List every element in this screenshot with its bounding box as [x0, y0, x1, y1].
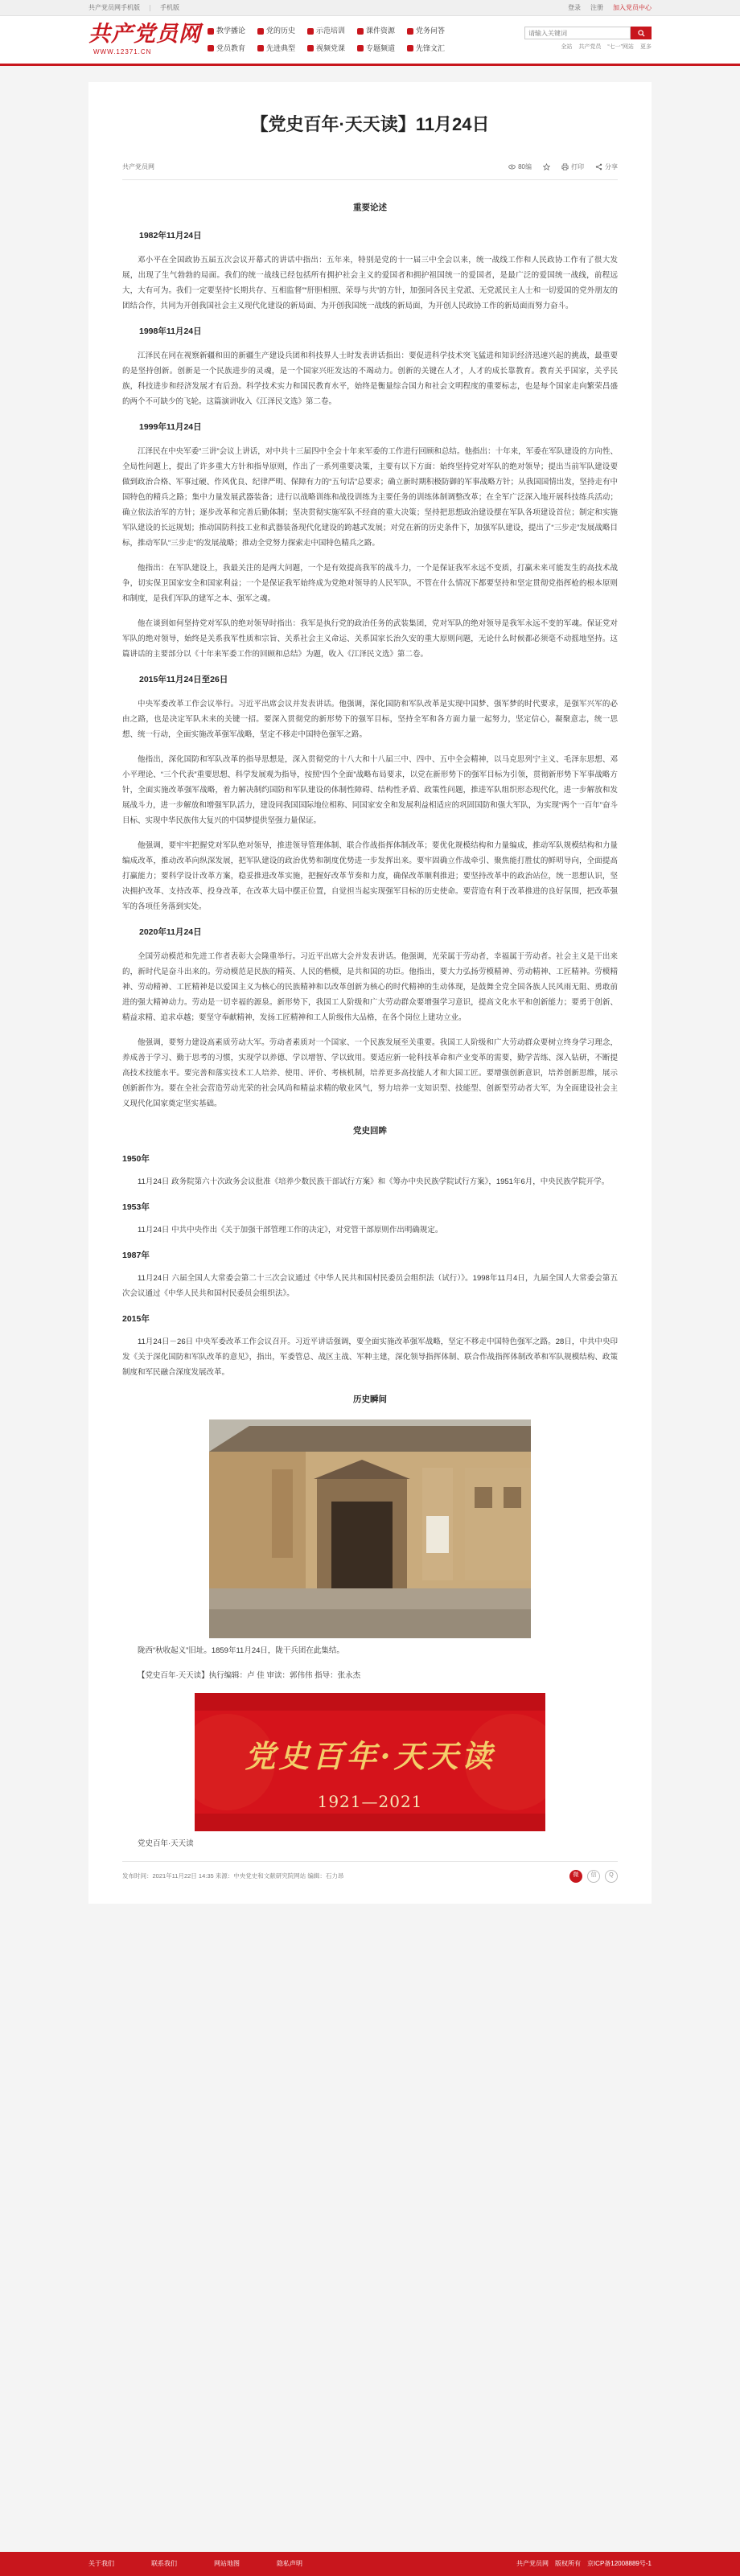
paragraph: 他指出，深化国防和军队改革的指导思想是，深入贯彻党的十八大和十八届三中、四中、五中全会精神，以马克思列宁主义、毛泽东思想、邓小平理论、“三个代表”重要思想、科学发展观为指导，按照“四个全面”战略布局要求，以党在新形势下的强军目标为引领，贯彻新形势下军事战略方针，全面实施改革强军战略，着力解决制约国防和军队建设的体制性障碍、结构性矛盾、政策性问题，推进军队组织形态现代化，进一步解放和发展战斗力，进一步解放和增强军队活力，建设同我国国际地位相称、同国家安全和发展利益相适应的巩固国防和强大军队，为实现“两个一百年”奋斗目标、实现中华民族伟大复兴的中国梦提供坚强力量保证。 — [122, 754, 618, 825]
series-banner — [195, 1693, 545, 1831]
nav-item-education[interactable]: 党员教育 — [208, 43, 257, 55]
publish-info: 发布时间：2021年11月22日 14:35 来源：中央党史和文献研究院网站 编辑：石力昂 — [122, 1871, 344, 1880]
historical-photo — [209, 1419, 531, 1638]
login-link[interactable]: 登录 — [568, 4, 581, 11]
topbar-mobile-site-link[interactable]: 共产党员网手机版 — [88, 4, 140, 11]
banner-caption: 党史百年·天天读 — [138, 1839, 194, 1848]
article-title: 【党史百年·天天读】11月24日 — [250, 114, 490, 134]
search-scope-more[interactable]: 更多 — [640, 44, 652, 51]
topbar-mobile-link[interactable]: 手机版 — [160, 4, 179, 11]
section-heading-photo: 历史瞬间 — [353, 1394, 387, 1404]
date-heading: 2020年11月24日 — [139, 926, 202, 937]
date-heading: 1999年11月24日 — [139, 421, 202, 432]
nav-item-culture[interactable]: 先锋文汇 — [407, 43, 457, 55]
banner-years: 1921—2021 — [317, 1791, 423, 1811]
footer-sitemap-link[interactable]: 网站地图 — [214, 2560, 240, 2567]
share-qq-icon[interactable]: Q — [605, 1870, 618, 1883]
nav-bullet-icon — [307, 28, 314, 35]
editor-credit: 【党史百年·天天读】执行编辑：卢 佳 审读：郭伟伟 指导：张永杰 — [138, 1670, 361, 1680]
member-center-link[interactable]: 加入党员中心 — [613, 4, 652, 11]
nav-item-models[interactable]: 先进典型 — [257, 43, 307, 55]
site-footer — [0, 2552, 740, 2576]
article-bottom-meta — [122, 1861, 618, 1883]
article-source: 共产党员网 — [122, 162, 154, 171]
paragraph: 江泽民在同在视察新疆和田的新疆生产建设兵团和科技界人士时发表讲话指出：要促进科学技术突飞猛进和知识经济迅速兴起的挑战，最重要的是坚持创新。创新是一个民族进步的灵魂，是一个国家兴旺发达的不竭动力。创新的关键在人才，人才的成长靠教育。教育关乎国家，关乎民族，科技进步和经济发展才有后劲。科学技术实力和国民教育水平，始终是衡量综合国力和社会文明程度的重要标志，也是每个国家走向繁荣昌盛的两个不可缺少的飞轮。这篇演讲收入《江泽民文选》第二卷。 — [122, 351, 618, 406]
search-scope-all[interactable]: 全站 — [561, 44, 573, 51]
paragraph: 江泽民在中央军委“三讲”会议上讲话，对中共十三届四中全会十年来军委的工作进行回顾和总结。他指出：十年来，军委在军队建设的方向性、全局性问题上，提出了许多重大方针和指导原则，作出了一系列重要决策，主要有以下方面：始终坚持党对军队的绝对领导；提出当前军队建设要做到政治合格、军事过硬、作风优良、纪律严明、保障有力的“五句话”总要求；确立新时期积极防御的军事战略方针；从我国国情出发，坚持走有中国特色的精兵之路；集中力量发展武器装备；进行以战略训练和战役训练为主要任务的训练体制调整改革；在全军广泛深入地开展科技练兵活动；确立依法治军的方针；逐步改革和完善后勤体制；坚决贯彻实施军队不经商的重大决策；坚持把思想政治建设摆在军队各项建设首位；制定和实施军队建设的长远规划；推动国防科技工业和武器装备现代化建设的跨越式发展；对党在新的历史条件下，加强军队建设，提出了“三步走”发展战略目标，推动军队“三步走”的发展战略；推动全党努力探索走中国特色精兵之路。 — [122, 446, 618, 548]
section-heading-history: 党史回眸 — [353, 1125, 387, 1136]
eye-icon — [508, 163, 516, 171]
paragraph: 他在谈到如何坚持党对军队的绝对领导时指出：我军是执行党的政治任务的武装集团，党对军队的绝对领导是我军永远不变的军魂。保证党对军队的绝对领导，始终是关系我军性质和宗旨、关系社会主义命运、关系国家长治久安的重大原则问题，无论什么时候都必须毫不动摇地坚持。这篇讲话的主要部分以《十年来军委工作的回顾和总结》为题，收入《江泽民文选》第二卷。 — [122, 618, 618, 659]
share-button[interactable]: 分享 — [595, 162, 618, 173]
nav-bullet-icon — [357, 45, 364, 51]
search-scope-members[interactable]: 共产党员 — [578, 44, 602, 51]
paragraph: 全国劳动模范和先进工作者表彰大会隆重举行。习近平出席大会并发表讲话。他强调，光荣属于劳动者，幸福属于劳动者。社会主义是干出来的，新时代是奋斗出来的。劳动模范是民族的精英、人民的楷模，是共和国的功臣。他指出，要大力弘扬劳模精神、劳动精神、工匠精神。劳模精神、劳动精神、工匠精神是以爱国主义为核心的民族精神和以改革创新为核心的时代精神的生动体现，是鼓舞全党全国各族人民风雨无阻、勇敢前进的强大精神动力。劳动是一切幸福的源泉。新形势下，我国工人阶级和广大劳动群众要增强学习意识，提高文化水平和创新能力；要勇于创新、精益求精、追求卓越；要坚守奉献精神，发扬工匠精神和工人阶级伟大品格，在各个岗位上建功立业。 — [122, 951, 618, 1022]
year-heading: 1953年 — [122, 1202, 150, 1212]
paragraph: 他指出：在军队建设上，我最关注的是两大问题，一个是有效提高我军的战斗力，一个是保证我军永远不变质，打赢未来可能发生的高技术战争，切实保卫国家安全和国家利益；一个是保证我军始终成为党绝对领导的人民军队，不管在什么情况下都要坚持和坚定贯彻党指挥枪的根本原则和制度，是我们军队的建军之本、强军之魂。 — [122, 563, 618, 603]
search-button[interactable] — [631, 27, 652, 39]
printer-icon — [561, 163, 569, 171]
footer-about-link[interactable]: 关于我们 — [88, 2560, 114, 2567]
nav-bullet-icon — [407, 45, 413, 51]
nav-bullet-icon — [208, 28, 214, 35]
nav-item-topics[interactable]: 专题频道 — [357, 43, 407, 55]
nav-bullet-icon — [257, 28, 264, 35]
nav-item-training[interactable]: 示范培训 — [307, 25, 357, 38]
footer-privacy-link[interactable]: 隐私声明 — [277, 2560, 302, 2567]
share-wechat-icon[interactable]: 信 — [587, 1870, 600, 1883]
nav-bullet-icon — [208, 45, 214, 51]
footer-site-name: 共产党员网 — [516, 2560, 549, 2567]
article-meta-bar — [122, 162, 618, 180]
paragraph: 11月24日 政务院第六十次政务会议批准《培养少数民族干部试行方案》和《筹办中央民族学院试行方案》，1951年6月，中央民族学院开学。 — [138, 1177, 610, 1186]
banner-title: 党史百年·天天读 — [245, 1737, 495, 1774]
nav-bullet-icon — [357, 28, 364, 35]
year-heading: 2015年 — [122, 1313, 150, 1324]
top-bar — [0, 0, 740, 16]
nav-item-courseware[interactable]: 课件资源 — [357, 25, 407, 38]
footer-copyright: 版权所有 — [554, 2560, 581, 2567]
nav-item-video[interactable]: 视频党课 — [307, 43, 357, 55]
date-heading: 1998年11月24日 — [139, 326, 202, 336]
print-button[interactable]: 打印 — [561, 162, 584, 173]
share-icon — [595, 163, 602, 171]
section-heading-speeches: 重要论述 — [353, 202, 387, 212]
nav-bullet-icon — [257, 45, 264, 51]
register-link[interactable]: 注册 — [590, 4, 603, 11]
footer-contact-link[interactable]: 联系我们 — [151, 2560, 177, 2567]
paragraph: 他强调，要牢牢把握党对军队绝对领导，推进领导管理体制、联合作战指挥体制改革；要优化规模结构和力量编成，推动军队规模结构和力量编成改革，推动改革向纵深发展，把军队建设的政治优势和制度优势进一步发挥出来。要牢固确立作战牵引、聚焦能打胜仗的鲜明导向，全面提高打赢能力；要科学设计改革方案，稳妥推进改革实施，把握好改革节奏和力度，确保改革顺利推进；要坚持改革中的政治站位，统一思想认识，坚决拥护改革、支持改革、投身改革，在改革大局中摆正位置，自觉担当起实现强军目标的历史使命。要营造有利于改革推进的良好氛围，把改革强军的各项任务落到实处。 — [122, 840, 618, 911]
logo-url: WWW.12371.CN — [93, 47, 152, 55]
footer-icp: 京ICP备12008889号-1 — [586, 2560, 652, 2567]
nav-item-party-history[interactable]: 党的历史 — [257, 25, 307, 38]
date-heading: 1982年11月24日 — [139, 230, 202, 240]
site-header — [0, 16, 740, 66]
year-heading: 1950年 — [122, 1153, 150, 1164]
nav-item-qa[interactable]: 党务问答 — [407, 25, 457, 38]
paragraph: 11月24日－26日 中央军委改革工作会议召开。习近平讲话强调，要全面实施改革强军战略，坚定不移走中国特色强军之路。28日，中共中央印发《关于深化国防和军队改革的意见》，指出，军委管总、战区主战、军种主建，深化领导指挥体制、联合作战指挥体制改革和军队规模结构、政策制度和军民融合深度发展改革。 — [122, 1337, 618, 1377]
paragraph: 11月24日 六届全国人大常委会第二十三次会议通过《中华人民共和国村民委员会组织法（试行）》。1998年11月4日，九届全国人大常委会第五次会议通过《中华人民共和国村民委员会组织法》。 — [122, 1273, 618, 1298]
nav-item-teaching[interactable]: 教学播论 — [208, 25, 257, 38]
photo-caption: 陇西“秋收起义”旧址。1859年11月24日，陇干兵团在此集结。 — [138, 1645, 344, 1655]
paragraph: 11月24日 中共中央作出《关于加强干部管理工作的决定》，对党管干部原则作出明确规定。 — [138, 1225, 443, 1235]
logo-text: 共产党员网 — [88, 21, 201, 47]
paragraph: 中央军委改革工作会议举行。习近平出席会议并发表讲话。他强调，深化国防和军队改革是实现中国梦、强军梦的时代要求，是强军兴军的必由之路，也是决定军队未来的关键一招。要深入贯彻党的新形势下的强军目标，坚持全军和各方面力量一起努力，坚定信心，凝聚意志，统一思想、统一行动，全面实施改革强军战略，坚定不移走中国特色强军之路。 — [122, 699, 618, 739]
view-count: 80编 — [508, 162, 532, 173]
paragraph: 他强调，要努力建设高素质劳动大军。劳动者素质对一个国家、一个民族发展至关重要。我国工人阶级和广大劳动群众要树立终身学习理念，养成善于学习、勤于思考的习惯，实现学以养德、学以增智、学以致用。要适应新一轮科技革命和产业变革的需要，勤学苦练、深入钻研，不断提高技术技能水平。要完善和落实技术工人培养、使用、评价、考核机制，培养更多高技能人才和大国工匠。要增强创新意识，培养创新思维，展示创新新作为。要在全社会营造劳动光荣的社会风尚和精益求精的敬业风气，努力培养一支知识型、技能型、创新型劳动者大军，为全面建设社会主义现代化国家奠定坚实基础。 — [122, 1037, 618, 1108]
site-logo[interactable] — [88, 23, 203, 58]
main-nav — [208, 25, 507, 55]
search-area — [524, 27, 652, 52]
article-body — [122, 199, 618, 1851]
article — [88, 82, 652, 1904]
share-weibo-icon[interactable]: 微 — [569, 1870, 582, 1883]
nav-bullet-icon — [407, 28, 413, 35]
year-heading: 1987年 — [122, 1250, 150, 1260]
star-icon — [543, 163, 550, 171]
historic-building-image — [209, 1419, 531, 1638]
search-input[interactable] — [524, 27, 631, 39]
nav-bullet-icon — [307, 45, 314, 51]
favorite-button[interactable] — [543, 162, 550, 173]
date-heading: 2015年11月24日至26日 — [139, 674, 228, 684]
search-icon — [638, 30, 645, 37]
search-scope-july1[interactable]: “七一”网站 — [607, 44, 634, 51]
paragraph: 邓小平在全国政协五届五次会议开幕式的讲话中指出：五年来，特别是党的十一届三中全会以来，统一战线工作和人民政协工作有了很大发展，出现了生气勃勃的局面。我们的统一战线已经包括所有拥护社会主义的爱国者和拥护祖国统一的爱国者，是最广泛的爱国统一战线，前程远大，大有可为。我们一定要坚持“长期共存、互相监督”“肝胆相照、荣辱与共”的方针，加强同各民主党派、无党派民主人士和一切爱国的党外朋友的团结合作，共同为开创我国社会主义现代化建设的新局面、为开创我国统一战线的新局面，为开创人民政协工作的新局面而努力奋斗。 — [122, 255, 618, 310]
